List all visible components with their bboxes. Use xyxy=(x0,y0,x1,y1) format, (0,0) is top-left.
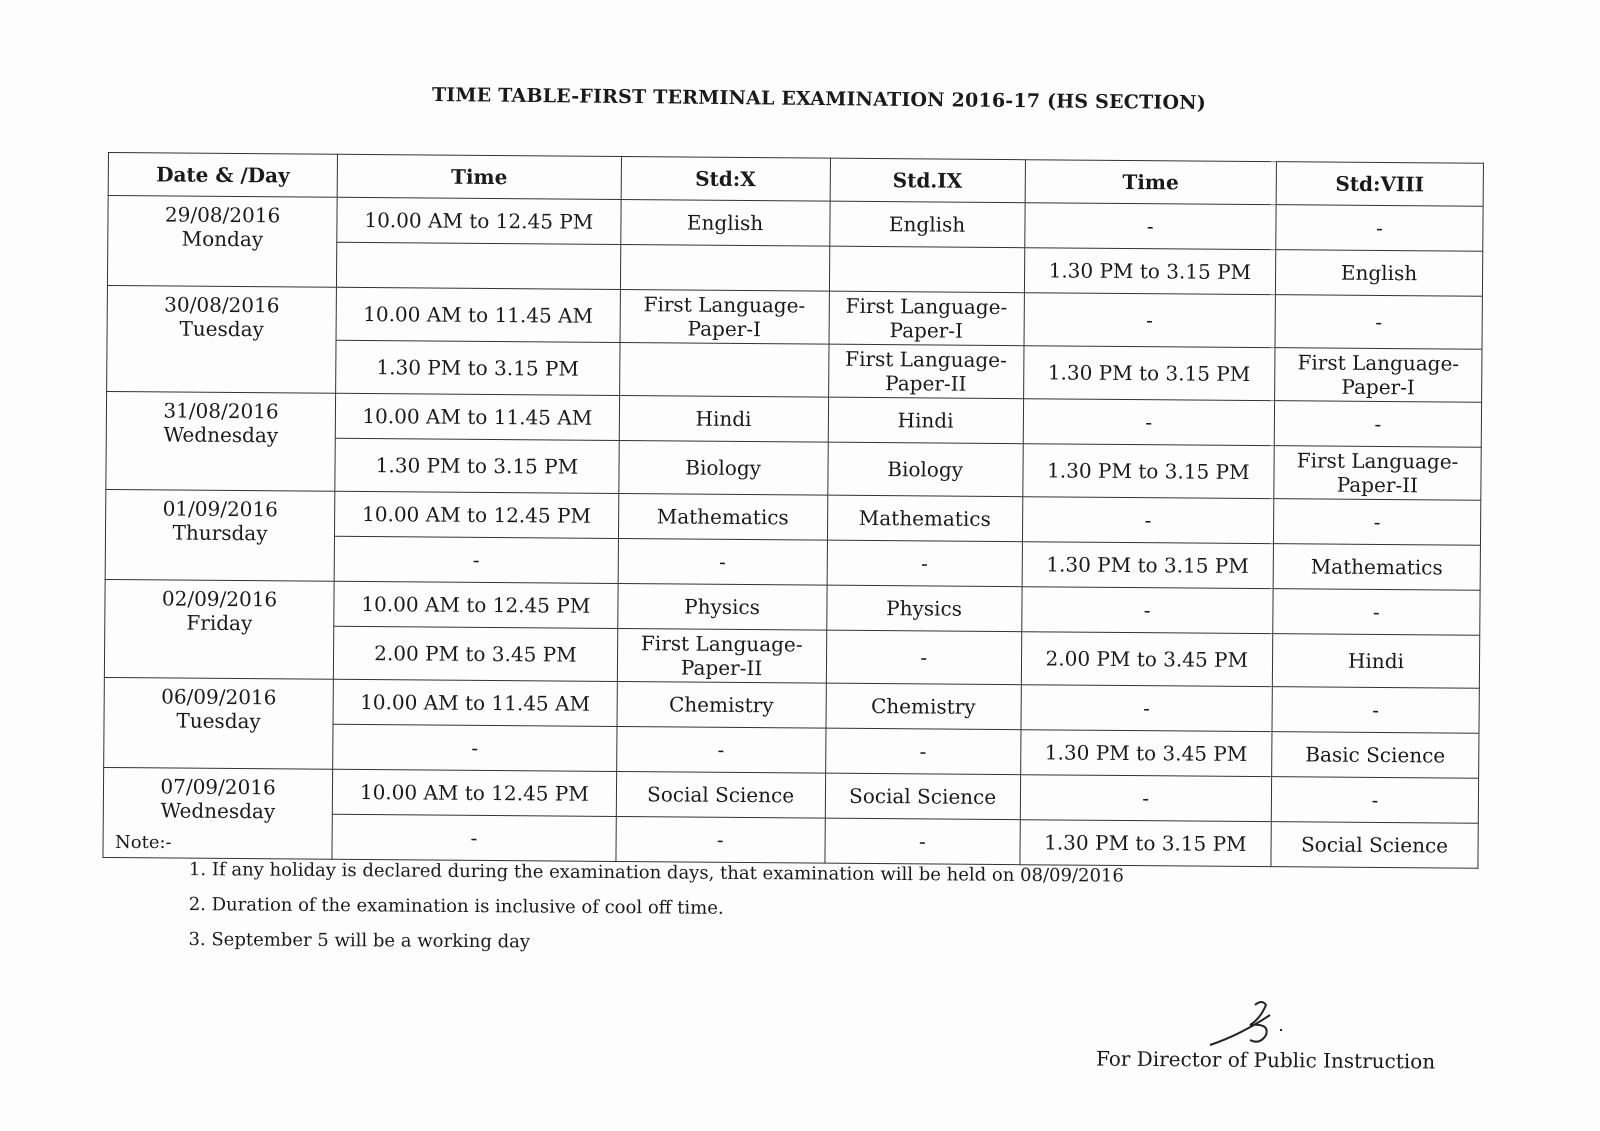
std-ix-cell: Chemistry xyxy=(826,683,1021,730)
table-row xyxy=(107,285,1482,349)
time-cell: 10.00 AM to 12.45 PM xyxy=(334,581,618,628)
std-viii-cell: - xyxy=(1273,589,1480,636)
signature-mark xyxy=(1200,995,1310,1055)
table-row xyxy=(105,579,1480,635)
date: 02/09/2016 xyxy=(161,586,278,612)
std-x-cell: Social Science xyxy=(616,772,825,819)
weekday: Tuesday xyxy=(176,708,261,734)
std-ix-cell xyxy=(829,246,1024,293)
time-cell: 10.00 AM to 11.45 AM xyxy=(333,679,617,726)
time2-cell: - xyxy=(1023,399,1275,446)
std-ix-cell: - xyxy=(825,818,1020,865)
time-cell: 1.30 PM to 3.15 PM xyxy=(336,340,620,395)
column-header: Std.IX xyxy=(830,158,1025,203)
weekday: Wednesday xyxy=(163,422,279,448)
std-x-cell xyxy=(619,343,828,398)
std-ix-cell: English xyxy=(829,201,1024,248)
date: 06/09/2016 xyxy=(161,684,277,710)
table-row xyxy=(105,489,1480,545)
std-x-cell: Chemistry xyxy=(617,682,826,729)
time2-cell: 1.30 PM to 3.15 PM xyxy=(1023,346,1275,401)
time-cell: - xyxy=(332,814,616,861)
time2-cell: - xyxy=(1021,587,1273,634)
std-viii-cell: First Language-Paper-II xyxy=(1274,446,1482,501)
date-cell xyxy=(107,196,337,288)
std-ix-cell: - xyxy=(826,630,1021,685)
time2-cell: 1.30 PM to 3.15 PM xyxy=(1022,542,1274,589)
std-x-cell xyxy=(620,245,829,292)
date-cell xyxy=(105,489,335,581)
std-x-cell: - xyxy=(618,539,827,586)
column-header: Time xyxy=(337,154,621,199)
time-cell: - xyxy=(334,536,618,583)
std-ix-cell: - xyxy=(827,540,1022,587)
time-cell: 10.00 AM to 12.45 PM xyxy=(335,491,619,538)
column-header: Time xyxy=(1025,160,1277,205)
std-viii-cell: First Language-Paper-I xyxy=(1274,348,1482,403)
weekday: Wednesday xyxy=(160,798,276,824)
std-x-cell: First Language-Paper-II xyxy=(617,629,826,684)
std-viii-cell: - xyxy=(1276,205,1483,252)
std-ix-cell: First Language-Paper-I xyxy=(829,291,1024,346)
std-ix-cell: Hindi xyxy=(828,397,1023,444)
document-title: TIME TABLE-FIRST TERMINAL EXAMINATION 2016-17 (HS SECTION) xyxy=(431,83,1207,115)
exam-timetable xyxy=(102,152,1484,869)
time2-cell: - xyxy=(1021,685,1273,732)
std-ix-cell: Physics xyxy=(826,585,1021,632)
time-cell: 2.00 PM to 3.45 PM xyxy=(334,626,618,681)
time-cell: 10.00 AM to 11.45 AM xyxy=(336,287,620,342)
time-cell: 10.00 AM to 11.45 AM xyxy=(335,393,619,440)
std-viii-cell: - xyxy=(1274,401,1481,448)
std-viii-cell: - xyxy=(1271,777,1478,824)
weekday: Thursday xyxy=(172,520,268,546)
weekday: Monday xyxy=(181,226,264,252)
date: 31/08/2016 xyxy=(163,398,279,424)
column-header: Date & /Day xyxy=(108,153,337,198)
std-ix-cell: Biology xyxy=(827,442,1022,497)
std-viii-cell: Mathematics xyxy=(1273,544,1480,591)
weekday: Friday xyxy=(186,610,253,636)
date-cell xyxy=(107,285,337,393)
std-x-cell: Biology xyxy=(618,441,827,496)
date-cell xyxy=(104,579,334,679)
notes-list xyxy=(179,852,1124,964)
std-x-cell: - xyxy=(616,727,825,774)
std-x-cell: Hindi xyxy=(619,396,828,443)
date: 07/09/2016 xyxy=(160,774,276,800)
std-x-cell: First Language-Paper-I xyxy=(620,290,829,345)
time-cell: 1.30 PM to 3.15 PM xyxy=(335,438,619,493)
time-cell xyxy=(337,242,621,289)
std-viii-cell: Basic Science xyxy=(1272,732,1479,779)
note-item: 1. If any holiday is declared during the examination days, that examination will be held on 08/09/2016 xyxy=(212,852,1124,893)
std-viii-cell: Hindi xyxy=(1272,634,1480,689)
signatory: For Director of Public Instruction xyxy=(1095,1046,1436,1074)
std-ix-cell: Mathematics xyxy=(827,495,1022,542)
std-viii-cell: - xyxy=(1273,499,1480,546)
table-row xyxy=(103,767,1478,823)
std-ix-cell: First Language-Paper-II xyxy=(828,344,1023,399)
table-row xyxy=(108,196,1483,252)
std-ix-cell: Social Science xyxy=(825,773,1020,820)
time2-cell: 2.00 PM to 3.45 PM xyxy=(1021,632,1273,687)
time-cell: 10.00 AM to 12.45 PM xyxy=(337,197,621,244)
std-x-cell: - xyxy=(616,817,825,864)
time2-cell: - xyxy=(1022,497,1274,544)
time2-cell: 1.30 PM to 3.15 PM xyxy=(1024,248,1276,295)
table-row xyxy=(104,677,1479,733)
std-viii-cell: - xyxy=(1275,295,1483,350)
std-x-cell: Mathematics xyxy=(618,494,827,541)
date: 30/08/2016 xyxy=(164,292,280,318)
time-cell: 10.00 AM to 12.45 PM xyxy=(332,769,616,816)
table-row xyxy=(106,391,1481,447)
note-item: 2. Duration of the examination is inclusive of cool off time. xyxy=(212,887,1124,928)
std-x-cell: English xyxy=(620,200,829,247)
time2-cell: 1.30 PM to 3.15 PM xyxy=(1022,444,1274,499)
time2-cell: 1.30 PM to 3.45 PM xyxy=(1020,730,1272,777)
date: 01/09/2016 xyxy=(162,496,279,522)
date-cell xyxy=(104,677,334,769)
weekday: Tuesday xyxy=(179,316,264,342)
std-viii-cell: Social Science xyxy=(1271,822,1478,869)
std-x-cell: Physics xyxy=(617,584,826,631)
time2-cell: 1.30 PM to 3.15 PM xyxy=(1020,820,1272,867)
date-cell xyxy=(106,391,336,491)
column-header: Std:X xyxy=(621,157,830,202)
time2-cell: - xyxy=(1024,293,1276,348)
time2-cell: - xyxy=(1020,775,1272,822)
time-cell: - xyxy=(333,724,617,771)
column-header: Std:VIII xyxy=(1276,162,1483,207)
note-item: 3. September 5 will be a working day xyxy=(211,922,1123,963)
std-ix-cell: - xyxy=(825,728,1020,775)
std-viii-cell: - xyxy=(1272,687,1479,734)
note-label: Note:- xyxy=(115,832,172,853)
time2-cell: - xyxy=(1024,203,1276,250)
date: 29/08/2016 xyxy=(164,202,281,228)
std-viii-cell: English xyxy=(1275,250,1482,297)
